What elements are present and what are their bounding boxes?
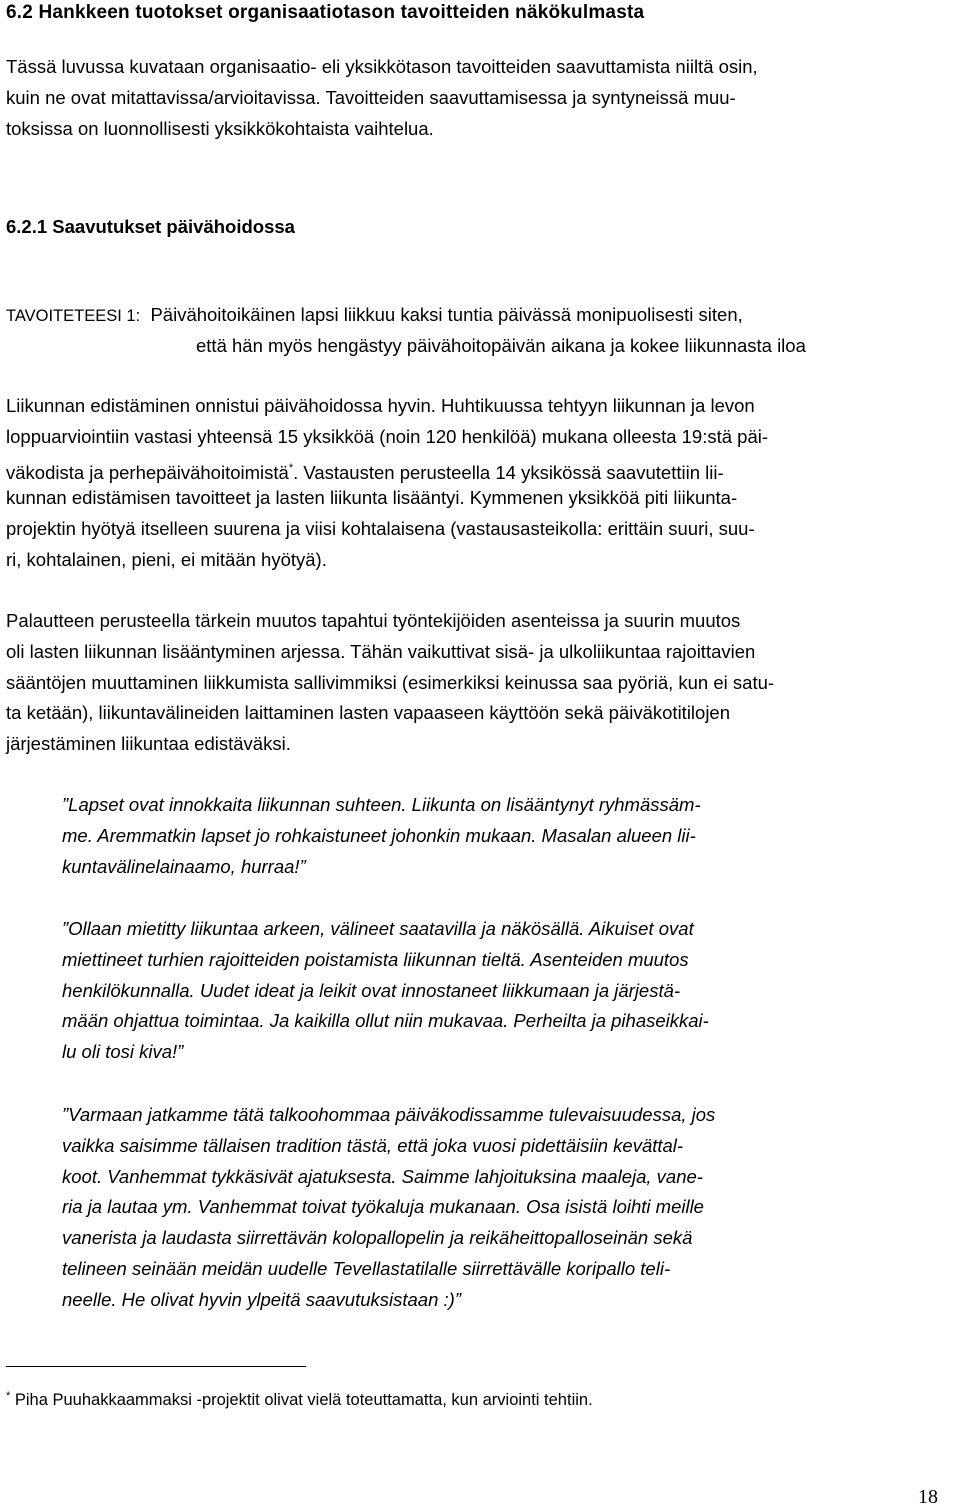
paragraph-line: ta ketään), liikuntavälineiden laittaminen lasten vapaaseen käyttöön sekä päiväkotitilojen bbox=[6, 702, 731, 724]
footnote-divider bbox=[6, 1366, 306, 1367]
paragraph-line-part: väkodista ja perhepäivähoitoimistä bbox=[6, 461, 289, 483]
footnote-text: Piha Puuhakkaammaksi -projektit olivat vielä toteuttamatta, kun arviointi tehtiin. bbox=[14, 1391, 593, 1409]
goal-line bbox=[6, 300, 806, 331]
quote-line: kuntavälinelainaamo, hurraa!” bbox=[62, 855, 306, 877]
quote-2 bbox=[62, 914, 709, 1068]
quote-line: henkilökunnalla. Uudet ideat ja leikit ovat innostaneet liikkumaan ja järjestä- bbox=[62, 979, 681, 1001]
goal-text-1: Päivähoitoikäinen lapsi liikkuu kaksi tuntia päivässä monipuolisesti siten, bbox=[150, 304, 743, 325]
page-number: 18 bbox=[918, 1486, 938, 1508]
quote-line: miettineet turhien rajoitteiden poistamista liikunnan tieltä. Asenteiden muutos bbox=[62, 948, 689, 970]
paragraph-line: projektin hyötyä itselleen suurena ja viisi kohtalaisena (vastausasteikolla: erittäin suuri, suu- bbox=[6, 518, 755, 540]
quote-line: ria ja lautaa ym. Vanhemmat toivat työkaluja mukanaan. Osa isistä loihti meille bbox=[62, 1196, 704, 1218]
footnote-reference: * bbox=[288, 461, 294, 474]
quote-line: me. Aremmatkin lapset jo rohkaistuneet johonkin mukaan. Masalan alueen lii- bbox=[62, 824, 696, 846]
feedback-paragraph bbox=[6, 606, 774, 760]
quote-line: vanerista ja laudasta siirrettävän kolopallopelin ja reikäheittopalloseinän sekä bbox=[62, 1227, 693, 1249]
subsection-heading: 6.2.1 Saavutukset päivähoidossa bbox=[6, 216, 295, 237]
intro-line: Tässä luvussa kuvataan organisaatio- eli yksikkötason tavoitteiden saavuttamista niiltä osin, bbox=[6, 56, 758, 77]
quote-line: koot. Vanhemmat tykkäsivät ajatuksesta. Saimme lahjoituksina maaleja, vane- bbox=[62, 1165, 703, 1187]
footnote bbox=[6, 1384, 593, 1412]
paragraph-line: loppuarviointiin vastasi yhteensä 15 yksikköä (noin 120 henkilöä) mukana olleesta 19:stä päi- bbox=[6, 425, 769, 447]
intro-line: toksissa on luonnollisesti yksikkökohtaista vaihtelua. bbox=[6, 117, 434, 139]
paragraph-line: ri, kohtalainen, pieni, ei mitään hyötyä). bbox=[6, 548, 327, 570]
goal-text-2: että hän myös hengästyy päivähoitopäivän aikana ja kokee liikunnasta iloa bbox=[196, 334, 806, 356]
section-heading: 6.2 Hankkeen tuotokset organisaatiotason tavoitteiden näkökulmasta bbox=[6, 2, 645, 23]
quote-line: ”Varmaan jatkamme tätä talkoohommaa päiväkodissamme tulevaisuudessa, jos bbox=[62, 1104, 716, 1125]
quote-line: neelle. He olivat hyvin ylpeitä saavutuksistaan :)” bbox=[62, 1288, 461, 1310]
quote-1 bbox=[62, 790, 701, 882]
paragraph-line: kunnan edistämisen tavoitteet ja lasten liikunta lisääntyi. Kymmenen yksikköä piti liikunta- bbox=[6, 487, 738, 509]
paragraph-line bbox=[6, 453, 768, 484]
quote-line: vaikka saisimme tällaisen tradition tästä, että joka vuosi pidettäisiin kevättal- bbox=[62, 1134, 684, 1156]
intro-line: kuin ne ovat mitattavissa/arvioitavissa. Tavoitteiden saavuttamisessa ja syntyneissä muu- bbox=[6, 86, 736, 108]
results-paragraph bbox=[6, 391, 768, 576]
quote-line: lu oli tosi kiva!” bbox=[62, 1041, 184, 1063]
paragraph-line: oli lasten liikunnan lisääntyminen arjessa. Tähän vaikuttivat sisä- ja ulkoliikuntaa rajoittavien bbox=[6, 640, 756, 662]
goal-label: TAVOITETEESI 1: bbox=[6, 307, 141, 325]
quote-line: ”Lapset ovat innokkaita liikunnan suhteen. Liikunta on lisääntynyt ryhmässäm- bbox=[62, 794, 701, 815]
quote-line: telineen seinään meidän uudelle Tevellastatilalle siirrettävälle koripallo teli- bbox=[62, 1257, 671, 1279]
quote-line: ”Ollaan mietitty liikuntaa arkeen, välineet saatavilla ja näkösällä. Aikuiset ovat bbox=[62, 918, 694, 939]
paragraph-line: sääntöjen muuttaminen liikkumista sallivimmiksi (esimerkiksi keinussa saa pyöriä, kun ei satu- bbox=[6, 671, 775, 693]
quote-3 bbox=[62, 1100, 715, 1316]
paragraph-line: Palautteen perusteella tärkein muutos tapahtui työntekijöiden asenteissa ja suurin muutos bbox=[6, 610, 741, 631]
paragraph-line-part: . Vastausten perusteella 14 yksikössä saavutettiin lii- bbox=[293, 461, 724, 483]
footnote-mark: * bbox=[6, 1390, 11, 1402]
quote-line: mään ohjattua toimintaa. Ja kaikilla ollut niin mukavaa. Perheilta ja pihaseikkai- bbox=[62, 1010, 709, 1032]
intro-paragraph bbox=[6, 52, 758, 144]
paragraph-line: järjestäminen liikuntaa edistäväksi. bbox=[6, 733, 291, 755]
goal-block bbox=[6, 300, 806, 362]
paragraph-line: Liikunnan edistäminen onnistui päivähoidossa hyvin. Huhtikuussa tehtyyn liikunnan ja levon bbox=[6, 395, 755, 416]
